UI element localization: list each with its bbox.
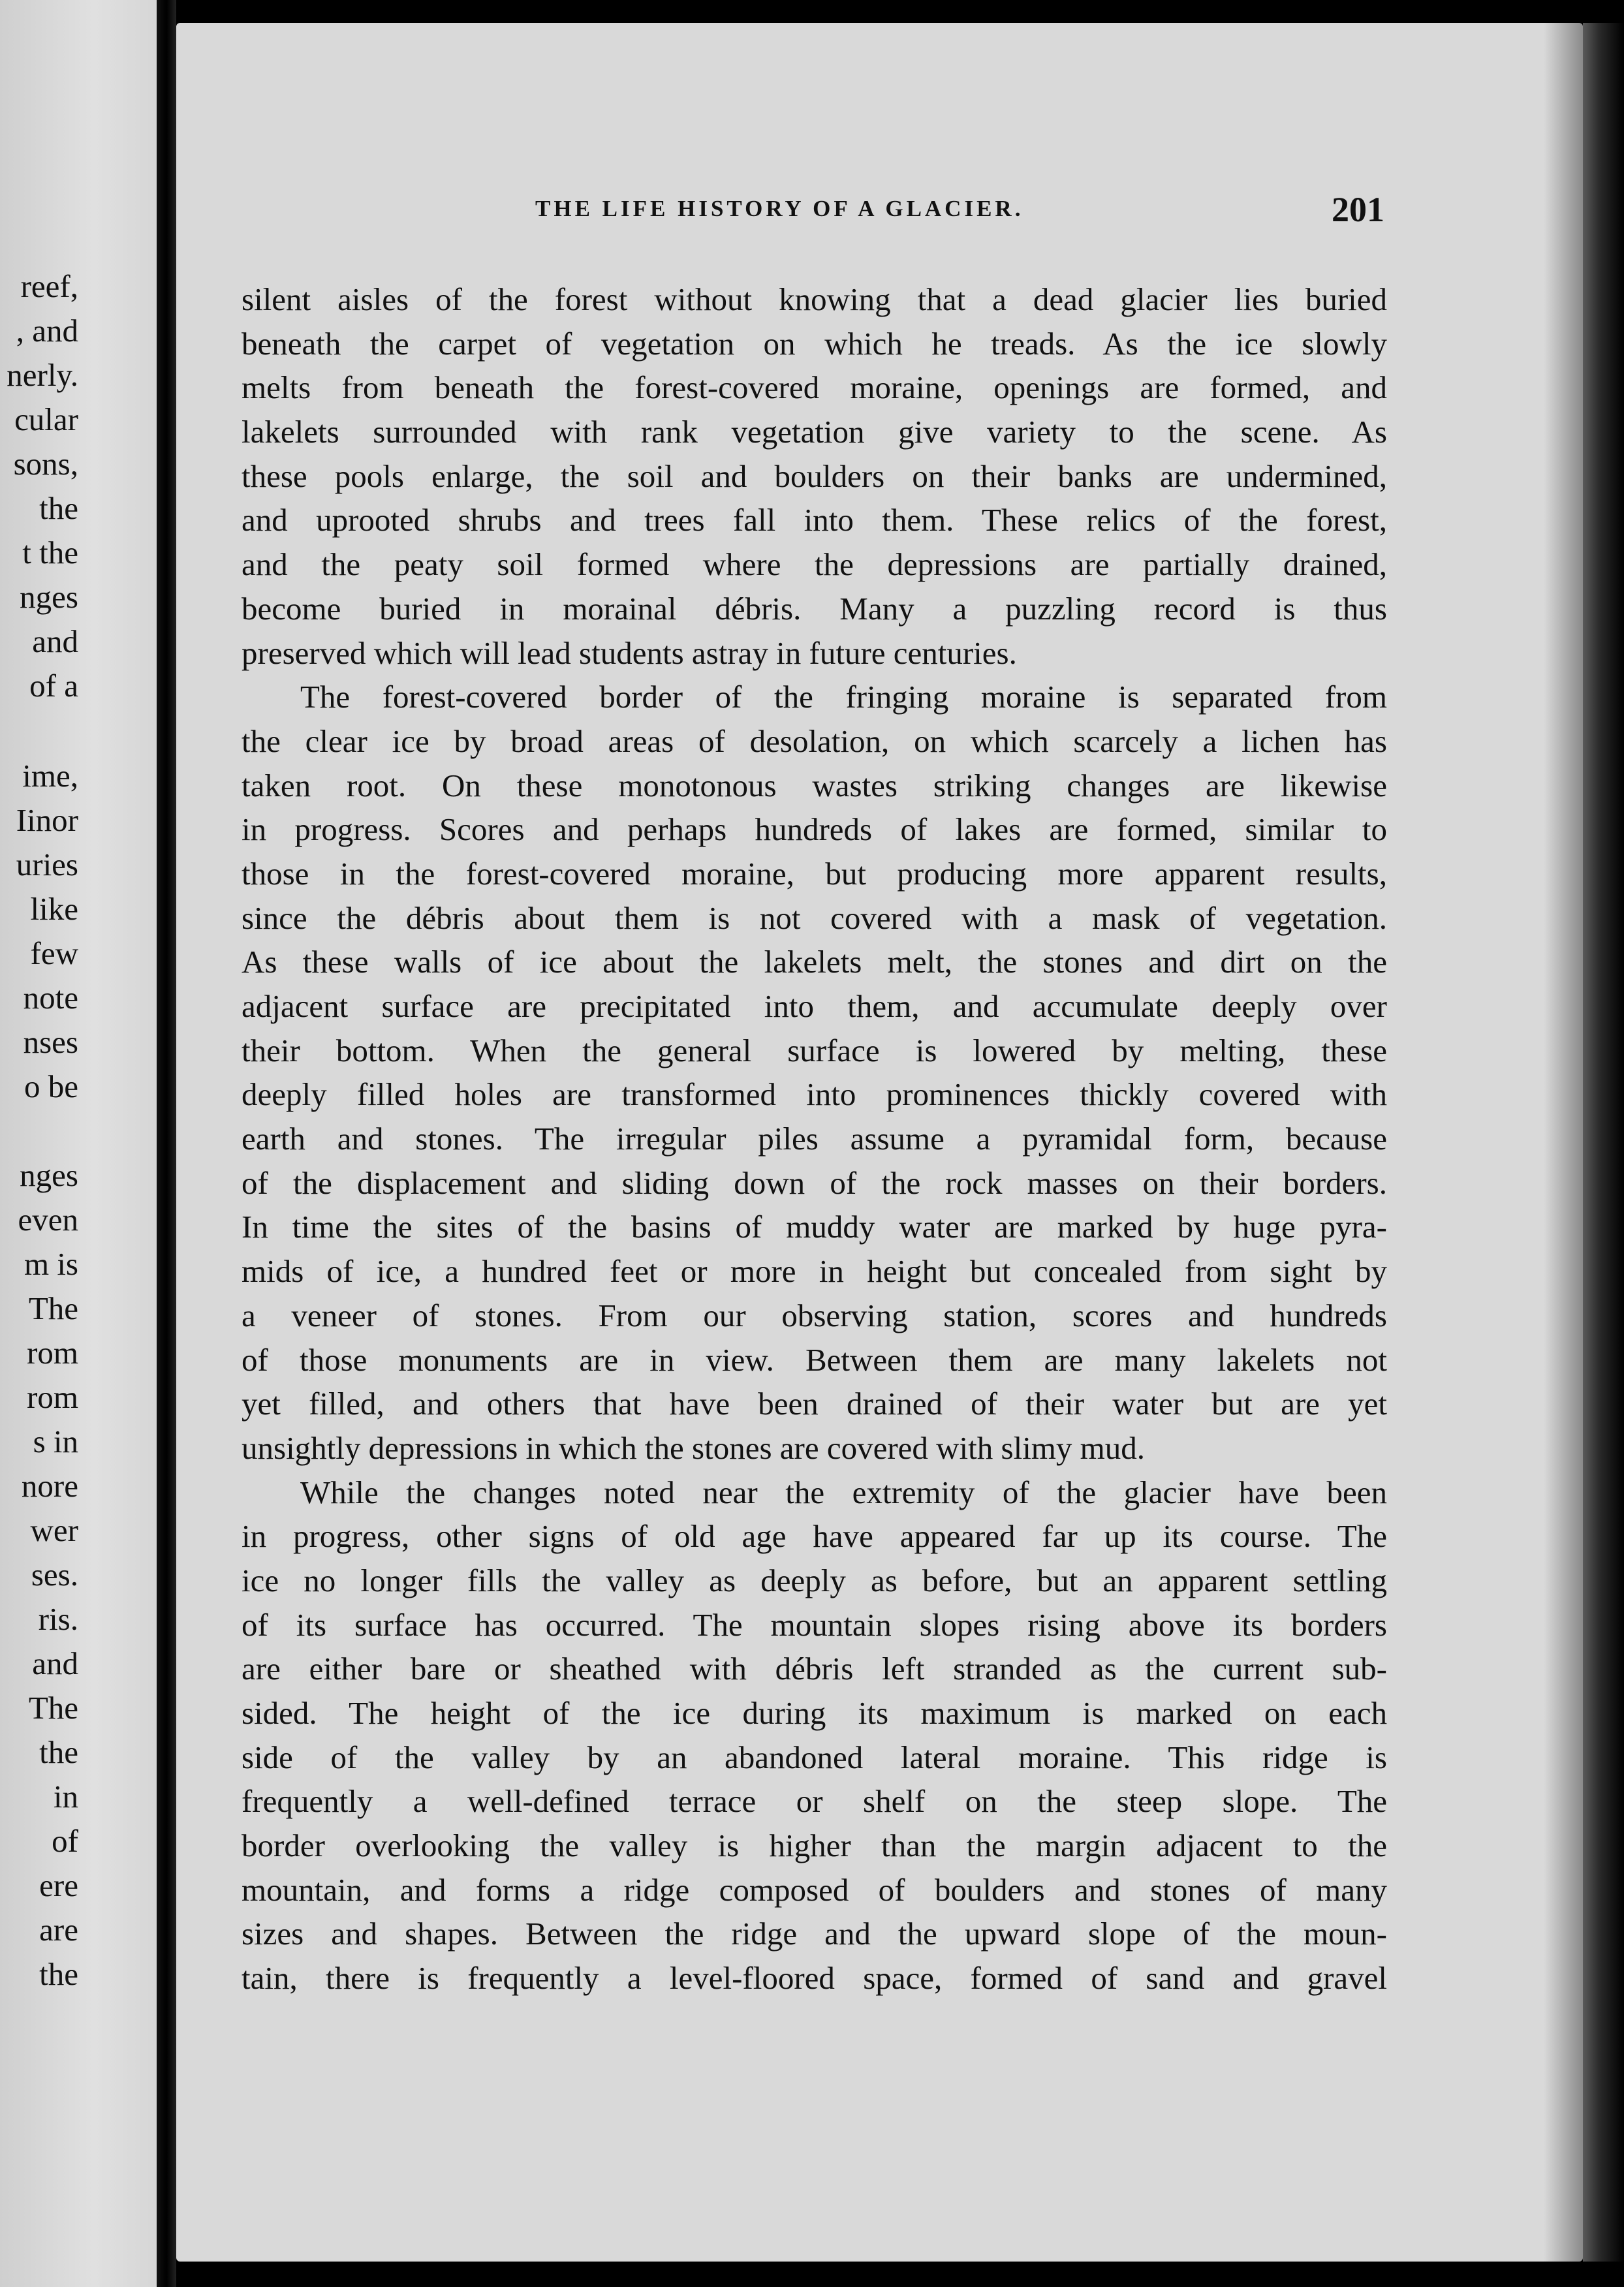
text-line: their bottom. When the general surface is lowered by melting, these: [242, 1032, 1387, 1068]
text-line: of its surface has occurred. The mountain slopes rising above its borders: [242, 1606, 1387, 1643]
text-line: the clear ice by broad areas of desolation, on which scarcely a lichen has: [242, 723, 1387, 759]
left-page-text: the: [39, 490, 78, 526]
text-line: of those monuments are in view. Between them are many lakelets not: [242, 1341, 1387, 1378]
text-line: While the changes noted near the extremity of the glacier have been: [300, 1474, 1387, 1510]
left-page-text: t the: [22, 535, 78, 570]
text-line: these pools enlarge, the soil and boulders on their banks are undermined,: [242, 458, 1387, 494]
body-text: [242, 277, 1387, 2000]
left-page-text: like: [30, 891, 78, 927]
text-line: unsightly depressions in which the stones are covered with slimy mud.: [242, 1429, 1146, 1466]
text-line: preserved which will lead students astray in future centuries.: [242, 634, 1017, 671]
left-page-text: of a: [29, 668, 78, 704]
text-line: mountain, and forms a ridge composed of boulders and stones of many: [242, 1871, 1387, 1908]
left-page-text: The: [28, 1290, 78, 1326]
text-line: a veneer of stones. From our observing station, scores and hundreds: [242, 1297, 1387, 1333]
left-page-text: and: [32, 623, 78, 659]
page-header: [176, 189, 1583, 228]
left-page-text: uries: [16, 847, 78, 882]
text-line: adjacent surface are precipitated into them, and accumulate deeply over: [242, 988, 1387, 1024]
text-line: sided. The height of the ice during its maximum is marked on each: [242, 1695, 1387, 1731]
book-page: [176, 23, 1583, 2262]
left-page-text: note: [23, 980, 78, 1016]
left-page-text: and: [32, 1645, 78, 1681]
text-line: As these walls of ice about the lakelets melt, the stones and dirt on the: [242, 944, 1387, 980]
left-page-text: m is: [23, 1246, 78, 1282]
left-page-text: reef,: [20, 268, 78, 304]
text-line: taken root. On these monotonous wastes striking changes are likewise: [242, 767, 1387, 803]
text-line: beneath the carpet of vegetation on which he treads. As the ice slowly: [242, 325, 1387, 362]
left-page-text: few: [30, 935, 78, 971]
text-line: silent aisles of the forest without knowing that a dead glacier lies buried: [242, 281, 1387, 317]
text-line: since the débris about them is not covered with a mask of vegetation.: [242, 899, 1387, 936]
text-line: those in the forest-covered moraine, but producing more apparent results,: [242, 855, 1387, 892]
left-page-text: ses.: [31, 1557, 78, 1593]
left-page-text: nerly.: [7, 357, 78, 393]
left-page-text: cular: [14, 401, 78, 437]
left-page-text: ere: [39, 1867, 78, 1903]
left-page-text: o be: [24, 1068, 78, 1104]
left-page-text: are: [39, 1912, 78, 1948]
left-page-text: the: [39, 1734, 78, 1770]
left-page-text: The: [28, 1690, 78, 1726]
left-page-text: of: [52, 1823, 78, 1859]
text-line: frequently a well-defined terrace or shelf on the steep slope. The: [242, 1783, 1387, 1820]
text-line: melts from beneath the forest-covered moraine, openings are formed, and: [242, 369, 1387, 406]
left-page-text: s in: [33, 1424, 78, 1459]
left-page-text: Iinor: [16, 802, 78, 838]
text-line: The forest-covered border of the fringing moraine is separated from: [300, 679, 1387, 715]
text-line: are either bare or sheathed with débris left stranded as the current sub-: [242, 1651, 1387, 1687]
text-line: deeply filled holes are transformed into prominences thickly covered with: [242, 1076, 1387, 1113]
left-page-text: the: [39, 1956, 78, 1992]
page-number: 201: [1332, 190, 1384, 229]
left-page-text: nses: [23, 1024, 78, 1060]
left-page-text: nges: [20, 1157, 78, 1193]
left-page-text: rom: [27, 1335, 78, 1371]
left-page-text: nges: [20, 579, 78, 615]
text-line: in progress, other signs of old age have appeared far up its course. The: [242, 1518, 1387, 1555]
page-edge-shadow: [1583, 23, 1624, 2262]
left-page-text: , and: [16, 313, 78, 349]
text-line: ice no longer fills the valley as deeply as before, but an apparent settling: [242, 1562, 1387, 1598]
text-line: lakelets surrounded with rank vegetation give variety to the scene. As: [242, 414, 1387, 450]
facing-page-fragment: [0, 0, 157, 2287]
text-line: border overlooking the valley is higher than the margin adjacent to the: [242, 1828, 1387, 1864]
text-line: earth and stones. The irregular piles assume a pyramidal form, because: [242, 1121, 1387, 1157]
book-gutter: [157, 0, 176, 2287]
left-page-text: ime,: [22, 758, 78, 794]
text-line: side of the valley by an abandoned lateral moraine. This ridge is: [242, 1739, 1387, 1775]
text-line: mids of ice, a hundred feet or more in height but concealed from sight by: [242, 1253, 1387, 1290]
text-line: yet filled, and others that have been drained of their water but are yet: [242, 1386, 1387, 1422]
text-line: In time the sites of the basins of muddy water are marked by huge pyra-: [242, 1209, 1387, 1245]
text-line: tain, there is frequently a level-floored space, formed of sand and gravel: [242, 1960, 1387, 1997]
running-head: THE LIFE HISTORY OF A GLACIER.: [535, 196, 1024, 221]
text-line: and uprooted shrubs and trees fall into them. These relics of the forest,: [242, 502, 1387, 538]
text-line: become buried in morainal débris. Many a puzzling record is thus: [242, 590, 1387, 627]
left-page-text: in: [53, 1779, 78, 1814]
left-page-text: even: [18, 1202, 78, 1237]
left-page-text: ris.: [38, 1601, 78, 1637]
text-line: and the peaty soil formed where the depressions are partially drained,: [242, 546, 1387, 583]
text-line: of the displacement and sliding down of the rock masses on their borders.: [242, 1164, 1387, 1201]
text-line: sizes and shapes. Between the ridge and the upward slope of the moun-: [242, 1916, 1387, 1952]
left-page-text: rom: [27, 1379, 78, 1415]
left-page-text: nore: [21, 1468, 78, 1504]
left-page-text: sons,: [13, 446, 78, 482]
left-page-text: wer: [30, 1512, 78, 1548]
text-line: in progress. Scores and perhaps hundreds of lakes are formed, similar to: [242, 811, 1387, 848]
